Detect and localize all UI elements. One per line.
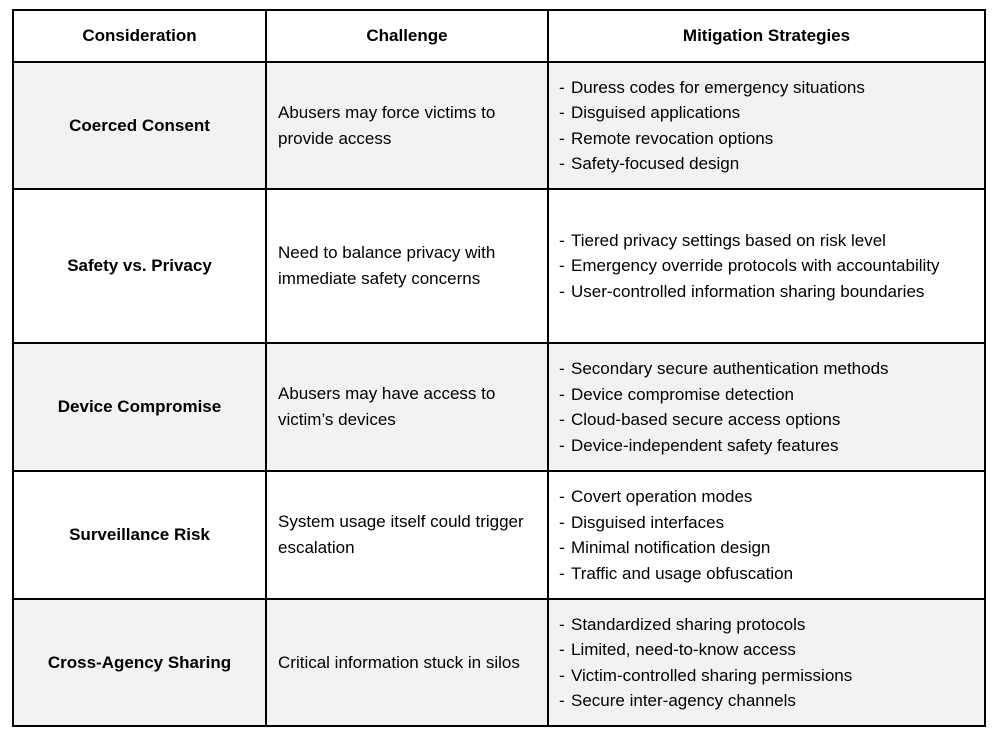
header-challenge: Challenge — [266, 10, 548, 62]
strategies-cell — [548, 343, 985, 471]
table-row — [13, 62, 985, 189]
table-row — [13, 471, 985, 599]
strategy-item: - Standardized sharing protocols — [559, 614, 806, 634]
strategy-item: - Cloud-based secure access options — [559, 410, 841, 429]
header-consideration: Consideration — [13, 10, 266, 62]
strategy-item: - Device compromise detection — [559, 384, 794, 404]
challenge-cell: Abusers may have access to victim’s devices — [266, 343, 548, 471]
strategy-item: - Tiered privacy settings based on risk level — [559, 230, 886, 250]
strategy-item: - Limited, need-to-know access — [559, 640, 796, 659]
consideration-cell: Cross-Agency Sharing — [13, 599, 266, 726]
table-row — [13, 599, 985, 726]
strategy-item: - User-controlled information sharing boundaries — [559, 281, 925, 301]
strategy-item: - Traffic and usage obfuscation — [559, 563, 794, 583]
table-header-row — [13, 10, 985, 62]
strategy-item: - Disguised applications — [559, 103, 741, 122]
strategy-item: - Emergency override protocols with accountability — [559, 256, 940, 276]
strategies-cell — [548, 62, 985, 189]
table-row — [13, 189, 985, 343]
considerations-table — [12, 9, 986, 727]
strategy-item: - Secure inter-agency channels — [559, 691, 796, 710]
strategy-item: - Remote revocation options — [559, 128, 774, 148]
consideration-cell: Surveillance Risk — [13, 471, 266, 599]
strategies-cell — [548, 471, 985, 599]
header-mitigation-strategies: Mitigation Strategies — [548, 10, 985, 62]
challenge-cell: Need to balance privacy with immediate safety concerns — [266, 189, 548, 343]
strategies-cell — [548, 189, 985, 343]
challenge-cell: System usage itself could trigger escalation — [266, 471, 548, 599]
challenge-cell: Critical information stuck in silos — [266, 599, 548, 726]
strategy-item: - Disguised interfaces — [559, 512, 725, 532]
consideration-cell: Device Compromise — [13, 343, 266, 471]
strategies-cell — [548, 599, 985, 726]
strategy-item: - Safety-focused design — [559, 154, 740, 173]
strategy-item: - Minimal notification design — [559, 538, 771, 557]
consideration-cell: Coerced Consent — [13, 62, 266, 189]
strategy-item: - Covert operation modes — [559, 487, 753, 506]
consideration-cell: Safety vs. Privacy — [13, 189, 266, 343]
challenge-cell: Abusers may force victims to provide access — [266, 62, 548, 189]
considerations-table-container — [12, 9, 984, 727]
table-row — [13, 343, 985, 471]
strategy-item: - Victim-controlled sharing permissions — [559, 665, 853, 685]
strategy-item: - Duress codes for emergency situations — [559, 77, 865, 97]
strategy-item: - Secondary secure authentication methods — [559, 359, 889, 378]
strategy-item: - Device-independent safety features — [559, 435, 839, 455]
